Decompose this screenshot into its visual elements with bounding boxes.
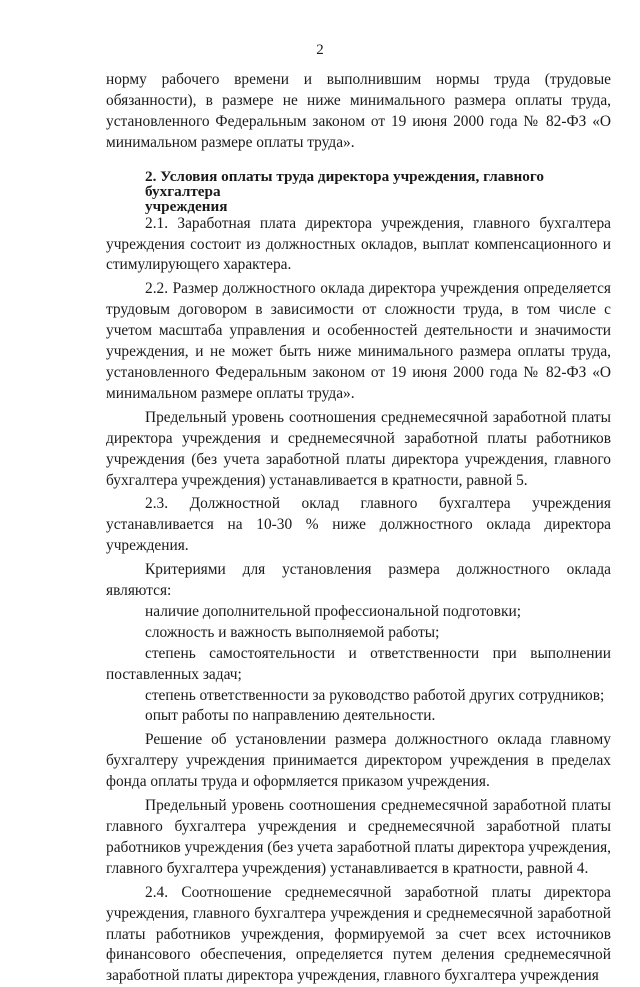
criteria-intro: Критериями для установления размера должностного оклада являются: — [106, 561, 611, 600]
criteria-item: степень ответственности за руководство работой других сотрудников; — [145, 686, 605, 704]
page-number: 2 — [316, 42, 324, 58]
paragraph-2-3: 2.3. Должностной оклад главного бухгалтера учреждения устанавливается на 10-30 % ниже должностного оклада директора учреждения. — [106, 495, 611, 555]
intro-paragraph: норму рабочего времени и выполнившим нормы труда (трудовые обязанности), в размере не ниже минимального размера оплаты труда, установленного Федеральным законом от 19 июня 2000 года № 82-ФЗ «О минимальном размере оплаты труда». — [106, 71, 611, 151]
criteria-item: наличие дополнительной профессиональной подготовки; — [145, 602, 521, 620]
criteria-item: сложность и важность выполняемой работы; — [145, 623, 440, 641]
section-heading-line2: учреждения — [145, 197, 228, 215]
paragraph-2-1: 2.1. Заработная плата директора учреждения, главного бухгалтера учреждения состоит из должностных окладов, выплат компенсационного и стимулирующего характера. — [106, 214, 611, 274]
paragraph-decision: Решение об установлении размера должностного оклада главному бухгалтеру учреждения принимается директором учреждения в пределах фонда оплаты труда и оформляется приказом учреждения. — [106, 731, 611, 791]
document-body — [106, 70, 611, 987]
section-heading — [106, 169, 611, 214]
criteria-item: степень самостоятельности и ответственности при выполнении поставленных задач; — [106, 644, 611, 683]
paragraph-2-2: 2.2. Размер должностного оклада директора учреждения определяется трудовым договором в зависимости от сложности труда, в том числе с учетом масштаба управления и особенностей деятельности и значимости учреждения, и не может быть ниже минимального размера оплаты труда, установленного Федеральным законом от 19 июня 2000 года № 82-ФЗ «О минимальном размере оплаты труда». — [106, 280, 611, 402]
section-heading-line1: 2. Условия оплаты труда директора учреждения, главного бухгалтера — [145, 167, 544, 200]
paragraph-ratio-accountant: Предельный уровень соотношения среднемесячной заработной платы главного бухгалтера учреждения и среднемесячной заработной платы работников учреждения (без учета заработной платы директора учреждения, главного бухгалтера учреждения) устанавливается в кратности, равной 4. — [106, 797, 611, 877]
paragraph-ratio-director: Предельный уровень соотношения среднемесячной заработной платы директора учреждения и среднемесячной заработной платы работников учреждения (без учета заработной платы директора учреждения, главного бухгалтера учреждения) устанавливается в кратности, равной 5. — [106, 408, 611, 489]
paragraph-2-4: 2.4. Соотношение среднемесячной заработной платы директора учреждения, главного бухгалтера учреждения и среднемесячной заработной платы работников учреждения, формируемой за счет всех источников финансового обеспечения, определяется путем деления среднемесячной заработной платы директора учреждения, главного бухгалтера учреждения — [106, 883, 611, 985]
criteria-item: опыт работы по направлению деятельности. — [145, 707, 436, 725]
